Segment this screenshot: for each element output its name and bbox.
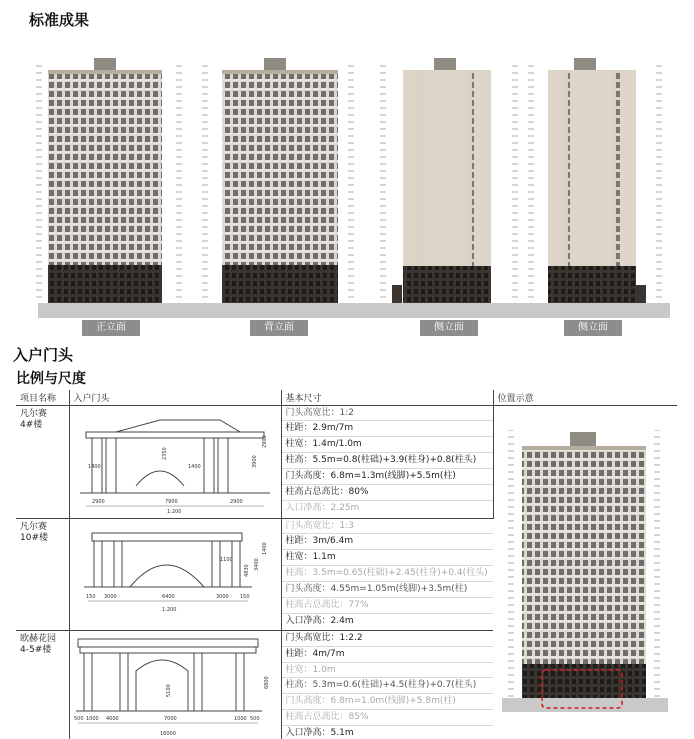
dim-label: 500	[249, 715, 260, 722]
entrance-drawing-3	[70, 631, 282, 739]
col-header-project: 项目名称	[16, 390, 69, 405]
location-diagram	[494, 406, 678, 732]
dim-label: 3000	[215, 593, 229, 600]
elevation-front	[36, 58, 182, 305]
dim-label: 6400	[161, 593, 175, 600]
project-name-line: 凡尔赛	[20, 408, 48, 419]
dim-label: 1400	[87, 463, 101, 470]
elevation-label-side-1: 侧立面	[420, 320, 478, 336]
project-building-line: 4-5#楼	[20, 644, 52, 655]
dim-label: 6800	[263, 676, 270, 689]
table-row	[16, 405, 677, 518]
dim-label: 150	[85, 593, 96, 600]
dim-label: 1400	[261, 541, 268, 555]
dimension-item: 柱宽：1.4m/1.0m	[282, 437, 493, 453]
dimension-item: 门头高度：6.8m=1.0m(线脚)+5.8m(柱)	[282, 694, 494, 710]
dim-label: 1000	[85, 715, 99, 722]
dimension-item: 柱距：4m/7m	[282, 647, 494, 663]
building-elevations	[0, 0, 694, 320]
dimension-item: 门头高宽比：1:2.2	[282, 631, 494, 647]
dim-label: 1100	[219, 556, 233, 563]
project-building-line: 10#楼	[20, 532, 48, 543]
dim-label: 7900	[164, 498, 178, 505]
dimension-list	[282, 631, 494, 739]
col-header-location: 位置示意	[493, 390, 677, 405]
elevation-back	[202, 58, 354, 305]
dimension-item: 柱高占总高比：77%	[282, 598, 494, 614]
section-title-entrance: 入户门头	[13, 346, 74, 364]
dim-label: 2900	[229, 498, 243, 505]
entrance-drawing-cell	[69, 630, 281, 739]
dimension-item: 柱高：3.5m=0.65(柱础)+2.45(柱身)+0.4(柱头)	[282, 566, 494, 582]
dim-label: 3000	[103, 593, 117, 600]
dimension-item: 入口净高：5.1m	[285, 728, 354, 739]
dim-scale: 1:200	[166, 508, 181, 515]
dim-label: 4830	[243, 563, 250, 577]
dimension-list	[282, 519, 494, 630]
dim-label: 4000	[105, 715, 119, 722]
section-title-standard-results: 标准成果	[29, 11, 90, 29]
dim-label: 500	[73, 715, 84, 722]
dim-label: 2900	[91, 498, 105, 505]
project-building-line: 4#楼	[20, 419, 43, 430]
dimension-item: 柱高占总高比：85%	[282, 710, 494, 726]
dim-label: 2350	[161, 446, 168, 460]
dimension-item: 门头高度：4.55m=1.05m(线脚)+3.5m(柱)	[282, 582, 494, 598]
elevation-label-side-2: 侧立面	[564, 320, 622, 336]
dim-label: 7000	[163, 715, 177, 722]
dim-scale: 1:200	[161, 606, 176, 613]
entrance-drawing-1	[70, 406, 282, 518]
dim-label: 1000	[233, 715, 247, 722]
dim-label: 2900	[261, 434, 268, 448]
dimension-item: 门头高宽比：1:2	[282, 406, 493, 422]
elevation-label-front: 正立面	[82, 320, 140, 336]
project-name-line: 凡尔赛	[20, 521, 48, 532]
col-header-dimensions: 基本尺寸	[281, 390, 493, 405]
dimension-item: 柱宽：1.1m	[282, 550, 494, 566]
dimension-item: 入口净高：2.4m	[285, 615, 354, 626]
project-name-cell	[16, 405, 69, 518]
dimension-item: 柱高占总高比：80%	[282, 485, 493, 501]
elevation-side-1	[380, 58, 518, 306]
dim-label: 5100	[165, 684, 172, 697]
section-subtitle-scale: 比例与尺度	[16, 371, 86, 387]
entrance-spec-table	[16, 390, 677, 739]
dim-label: 3900	[251, 454, 258, 468]
dim-label: 150	[239, 593, 250, 600]
dimension-item: 柱高：5.3m=0.6(柱础)+4.5(柱身)+0.7(柱头)	[282, 678, 494, 694]
ground-band	[38, 303, 670, 318]
entrance-drawing-cell	[69, 405, 281, 518]
elevation-label-back: 背立面	[250, 320, 308, 336]
entrance-drawing-cell	[69, 518, 281, 630]
col-header-entrance: 入户门头	[69, 390, 281, 405]
dim-total: 16000	[159, 730, 176, 737]
dimension-item: 柱宽：1.0m	[282, 663, 494, 679]
project-name-cell	[16, 518, 69, 630]
location-cell	[493, 405, 677, 739]
entrance-drawing-2	[70, 519, 282, 623]
dimension-list	[282, 406, 493, 517]
dimension-item: 柱高：5.5m=0.8(柱础)+3.9(柱身)+0.8(柱头)	[282, 453, 493, 469]
project-name-line: 欧赫花园	[20, 633, 57, 644]
dimensions-cell	[281, 405, 493, 518]
elevation-side-2	[528, 58, 662, 306]
dimension-item: 门头高宽比：1:3	[282, 519, 494, 535]
dimensions-cell	[281, 518, 493, 630]
dimension-item: 门头高度：6.8m=1.3m(线脚)+5.5m(柱)	[282, 469, 493, 485]
table-header-row	[16, 390, 677, 405]
dimension-item: 入口净高：2.25m	[285, 502, 360, 513]
dimension-item: 柱距：2.9m/7m	[282, 421, 493, 437]
dim-label: 1400	[187, 463, 201, 470]
dim-label: 3400	[253, 557, 260, 571]
project-name-cell	[16, 630, 69, 739]
dimension-item: 柱距：3m/6.4m	[282, 534, 494, 550]
dimensions-cell	[281, 630, 493, 739]
